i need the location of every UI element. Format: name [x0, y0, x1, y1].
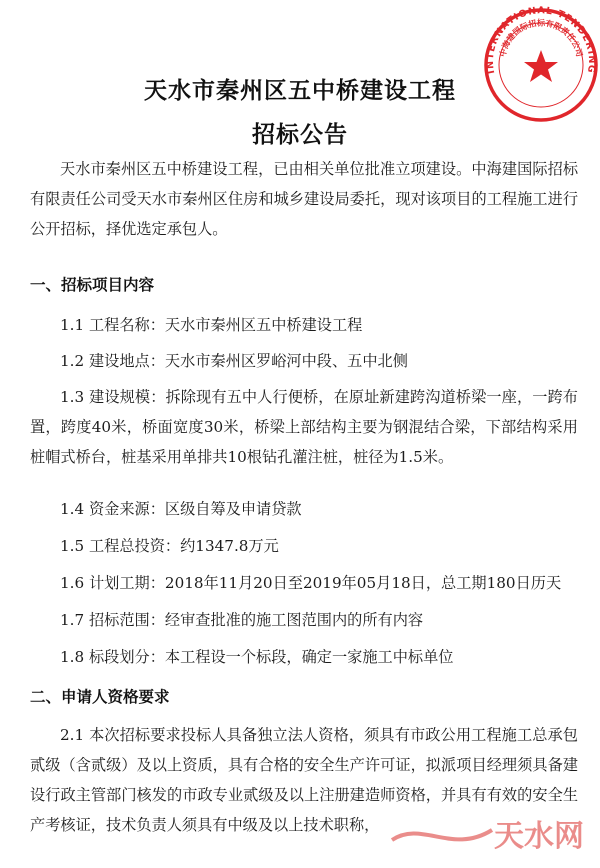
intro-paragraph: 天水市秦州区五中桥建设工程，已由相关单位批准立项建设。中海建国际招标有限责任公司受天水市秦州区住房和城乡建设局委托，现对该项目的工程施工进行公开招标，择优选定承包人。 [30, 160, 578, 238]
list-item-funding: 1.4 资金来源：区级自筹及申请贷款 [60, 500, 302, 518]
seal-outer-text: INTERNATIONAL TENDERING [484, 6, 598, 75]
list-item-scale: 1.3 建设规模：拆除现有五中人行便桥，在原址新建跨沟道桥梁一座，一跨布置，跨度40米，桥面宽度30米，桥梁上部结构主要为钢混结合梁，下部结构采用桩帽式桥台，桩基采用单排共10根钻孔灌注桩，桩径为1.5米。 [30, 388, 578, 466]
qualification-paragraph: 2.1 本次招标要求投标人具备独立法人资格，须具有市政公用工程施工总承包贰级（含贰级）及以上资质，具有合格的安全生产许可证，拟派项目经理须具备建设行政主管部门核发的市政专业贰级及以上注册建造师资格，并具有有效的安全生产考核证，技术负责人须具有中级及以上技术职称， [30, 726, 578, 834]
seal-inner-text: 中海建国际招标有限责任公司 [498, 18, 584, 58]
list-item-investment: 1.5 工程总投资：约1347.8万元 [60, 537, 279, 555]
list-item-location: 1.2 建设地点：天水市秦州区罗峪河中段、五中北侧 [60, 352, 408, 370]
list-item-project-name: 1.1 工程名称：天水市秦州区五中桥建设工程 [60, 316, 363, 334]
watermark-text: 天水网 [494, 819, 584, 854]
section1-heading: 一、招标项目内容 [30, 276, 155, 294]
section2-heading: 二、申请人资格要求 [30, 688, 170, 706]
list-item-sections: 1.8 标段划分：本工程设一个标段，确定一家施工中标单位 [60, 648, 454, 666]
list-item-scope: 1.7 招标范围：经审查批准的施工图范围内的所有内容 [60, 611, 424, 629]
page-subtitle: 招标公告 [252, 122, 348, 148]
page-title: 天水市秦州区五中桥建设工程 [144, 78, 456, 104]
company-seal [482, 6, 600, 124]
list-item-schedule: 1.6 计划工期：2018年11月20日至2019年05月18日，总工期180日历天 [60, 574, 562, 592]
